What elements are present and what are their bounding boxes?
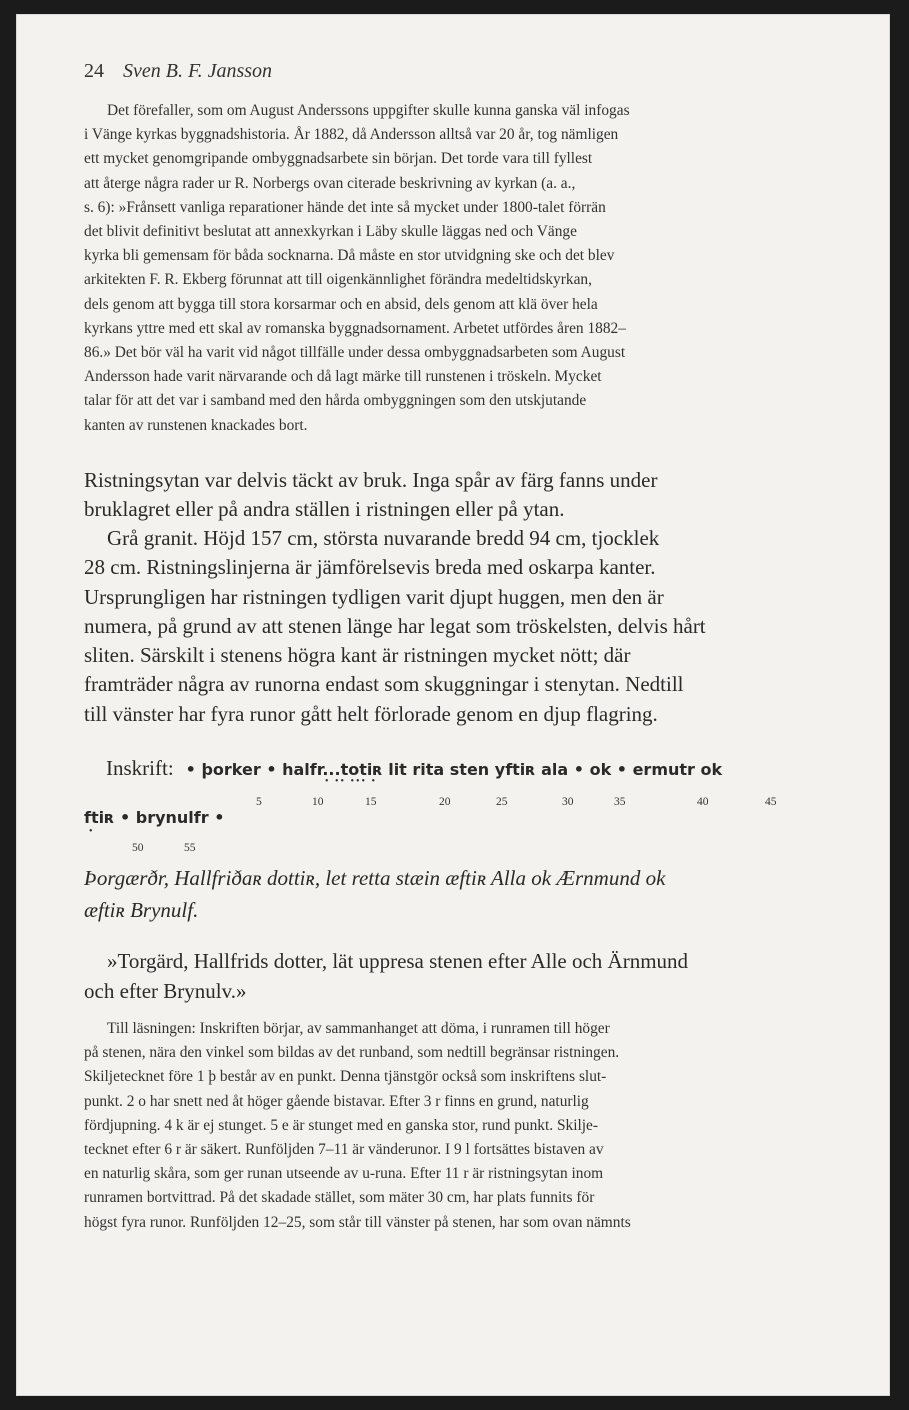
intro-line: talar för att det var i samband med den hårda ombyggningen som den utskjutande (84, 392, 587, 410)
notes-line: Till läsningen: Inskriften börjar, av sammanhanget att döma, i runramen till höger (107, 1020, 610, 1037)
translation (84, 946, 784, 1006)
running-header (84, 60, 272, 83)
notes-line: punkt. 2 o har snett ned åt höger gående bistavar. Efter 3 r finns en grund, naturlig (84, 1092, 589, 1110)
notes-line: en naturlig skåra, som ger runan utseende av u-runa. Efter 11 r är ristningsytan inom (84, 1165, 604, 1183)
description-paragraph-1 (84, 466, 782, 525)
desc-line: Ristningsytan var delvis täckt av bruk. Inga spår av färg fanns under (84, 468, 658, 492)
intro-line: i Vänge kyrkas byggnadshistoria. År 1882, då Andersson alltså var 20 år, tog nämligen (84, 126, 619, 144)
intro-line: Det förefaller, som om August Anderssons uppgifter skulle kunna ganska väl infogas (107, 102, 630, 119)
rune-number: 35 (614, 796, 626, 808)
inscription-label: Inskrift: (106, 756, 174, 780)
intro-line: dels genom att bygga till stora korsarmar och en absid, dels genom att klä över hela (84, 295, 598, 313)
desc-line: sliten. Särskilt i stenens högra kant är ristningen mycket nött; där (84, 643, 631, 668)
rune-number: 15 (365, 796, 377, 808)
rune-number: 55 (184, 842, 196, 854)
inscription-line-1 (106, 756, 722, 781)
intro-line: ett mycket genomgripande ombyggnadsarbete sin början. Det torde vara till fyllest (84, 150, 593, 168)
intro-line: att återge några rader ur R. Norbergs ovan citerade beskrivning av kyrkan (a. a., (84, 174, 576, 192)
notes-line: runramen bortvittrad. På det skadade stället, som mäter 30 cm, har plats funnits för (84, 1189, 595, 1207)
intro-line: kyrka bli gemensam för båda socknarna. Då måste en stor utvidgning ske och det blev (84, 247, 615, 265)
rune-number: 50 (132, 842, 144, 854)
rune-number: 30 (562, 796, 574, 808)
running-author: Sven B. F. Jansson (123, 60, 273, 82)
desc-line: numera, på grund av att stenen länge har legat som tröskelsten, delvis hårt (84, 613, 706, 638)
translation-line: »Torgärd, Hallfrids dotter, lät uppresa stenen efter Alle och Ärnmund (107, 949, 689, 973)
notes-line: fördjupning. 4 k är ej stunget. 5 e är stunget med en ganska stor, rund punkt. Skilje- (84, 1116, 599, 1134)
notes-line: på stenen, nära den vinkel som bildas av det runband, som nedtill begränsar ristningen. (84, 1044, 620, 1062)
intro-line: det blivit definitivt beslutat att annexkyrkan i Läby skulle läggas ned och Vänge (84, 223, 577, 241)
desc-line: 28 cm. Ristningslinjerna är jämförelsevis breda med oskarpa kanter. (84, 555, 656, 580)
notes-line: tecknet efter 6 r är säkert. Runföljden 7–11 är vänderunor. I 9 l fortsättes bistaven av (84, 1141, 604, 1159)
notes-line: Skiljetecknet före 1 þ består av en punkt. Denna tjänstgör också som inskriftens slut- (84, 1068, 607, 1086)
inscription-runes-line-2: ftiʀ • brynulfr • (84, 808, 225, 827)
desc-line: Grå granit. Höjd 157 cm, största nuvarande bredd 94 cm, tjocklek (107, 526, 660, 550)
desc-line: till vänster har fyra runor gått helt förlorade genom en djup flagring. (84, 701, 658, 726)
transliteration (84, 862, 784, 926)
notes-line: högst fyra runor. Runföljden 12–25, som står till vänster på stenen, har som ovan nämnts (84, 1213, 631, 1231)
translation-line: och efter Brynulv.» (84, 979, 247, 1003)
intro-line: s. 6): »Frånsett vanliga reparationer hände det inte så mycket under 1800-talet förrän (84, 198, 606, 216)
rune-number: 5 (256, 796, 262, 808)
transliteration-line: æftiʀ Brynulf. (84, 898, 199, 922)
inscription-dots-2: • (89, 826, 93, 837)
desc-line: framträder några av runorna endast som skuggningar i stenytan. Nedtill (84, 672, 684, 697)
inscription-runes-line-1: • þorker • halfr...totiʀ lit rita sten yftiʀ ala • ok • ermutr ok (185, 760, 723, 779)
intro-line: 86.» Det bör väl ha varit vid något tillfälle under dessa ombyggnadsarbeten som August (84, 344, 626, 362)
page-number: 24 (84, 60, 104, 82)
rune-number: 20 (439, 796, 451, 808)
reading-notes (84, 1017, 782, 1235)
description-paragraph-2 (84, 524, 782, 729)
inscription-dots-1: • •• ••• • (325, 776, 378, 787)
rune-number: 25 (496, 796, 508, 808)
intro-paragraph (84, 99, 782, 438)
rune-number: 45 (765, 796, 777, 808)
rune-number: 10 (312, 796, 324, 808)
desc-line: bruklagret eller på andra ställen i ristningen eller på ytan. (84, 497, 565, 522)
intro-line: kanten av runstenen knackades bort. (84, 416, 308, 434)
intro-line: arkitekten F. R. Ekberg förunnat att till oigenkännlighet förändra medeltidskyrkan, (84, 271, 592, 289)
desc-line: Ursprungligen har ristningen tydligen varit djupt huggen, men den är (84, 584, 664, 609)
intro-line: Andersson hade varit närvarande och då lagt märke till runstenen i tröskeln. Mycket (84, 368, 602, 386)
rune-number: 40 (697, 796, 709, 808)
transliteration-line: Þorgærðr, Hallfriðaʀ dottiʀ, let retta stæin æftiʀ Alla ok Ærnmund ok (84, 866, 666, 890)
intro-line: kyrkans yttre med ett skal av romanska byggnadsornament. Arbetet utfördes åren 1882– (84, 319, 626, 337)
